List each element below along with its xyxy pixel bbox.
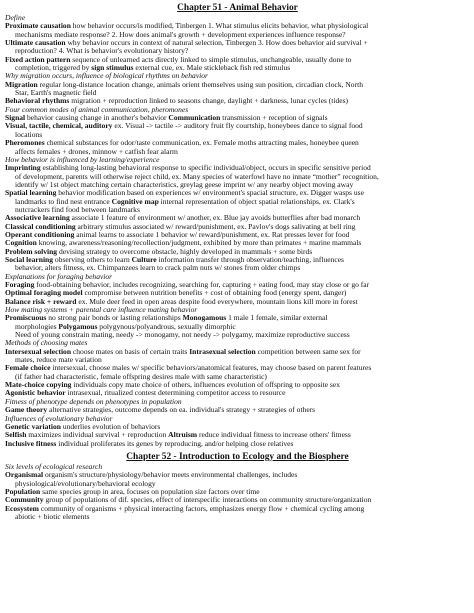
note-text: regular long-distance location change, animals orient themselves using sun position, circadian clock, North [37, 79, 363, 89]
note-text: reproduction? 4. What is behavior's evolutionary history? [15, 46, 189, 56]
term-label: Agonistic behavior [5, 388, 66, 398]
term-label: Promiscuous [5, 313, 47, 323]
subheading-text: Explanations for foraging behavior [5, 271, 113, 281]
term-label: Genetic variation [5, 421, 61, 431]
subheading-text: How mating systems + parental care influence mating behavior [5, 305, 198, 315]
term-label: Mate-choice copying [5, 380, 72, 390]
note-text: alternative strategies, outcome depends on ea. individual's strategy + strategies of others [47, 405, 316, 415]
term-label: Culture [131, 254, 157, 264]
subheading-text: Fitness of phenotype depends on phenotypes in population [5, 396, 182, 406]
term-label: Intrasexual selection [189, 346, 256, 356]
note-text: compromise between nutrition benefits + cost of obtaining food (energy spent, danger) [82, 288, 347, 298]
note-text: behavior modification based on experiences w/ environment's spacial structure, ex. Digger wasps use [56, 188, 364, 198]
subheading-text: Four common modes of animal communication, pheromones [5, 104, 189, 114]
term-label: Inclusive fitness [5, 438, 57, 448]
note-text: associate 1 feature of environment w/ another, ex. Blue jay avoids butterflies after bad monarch [69, 213, 361, 223]
note-text: intersexual, choose males w/ specific behaviors/anatomical features, may choose based on parent features [50, 363, 372, 373]
term-label: Signal [5, 113, 26, 123]
term-label: Migration [5, 79, 38, 89]
note-text: abiotic + biotic elements [15, 511, 90, 521]
note-text: of development, parents will otherwise reject child, ex. Many species of waterfowl have no innate “mother” recognition, [15, 171, 379, 181]
note-text: completion, triggered by [15, 63, 92, 73]
note-text: group of populations of dif. species, effect of interspecific interactions on community structure/organization [43, 495, 372, 505]
term-label: sign stimulus [91, 63, 134, 73]
term-label: Visual, tactile, chemical, auditory [5, 121, 113, 131]
term-label: Ecosystem [5, 503, 39, 513]
note-text: sequence of unlearned acts directly linked to simple stimulus, unchangeable, usually done to [70, 54, 352, 64]
term-label: Fixed action pattern [5, 54, 71, 64]
term-label: Operant conditioning [5, 229, 75, 239]
term-label: Altruism [168, 430, 198, 440]
note-text: arbitrary stimulus associated w/ reward/punishment, ex. Pavlov's dogs salivating at bell ring [75, 221, 356, 231]
term-label: Imprinting [5, 163, 41, 173]
chapter-51-body [5, 14, 470, 448]
note-text: polygynous/polyandrous, sexually dimorphic [97, 321, 236, 331]
note-text: affects females + drones, minnow + catfish fear alarm [15, 146, 178, 156]
term-label: Ultimate causation [5, 38, 66, 48]
note-text: how behavior occurs/is modified, Tinbergen 1. What stimulus elicits behavior, what physiological [70, 21, 369, 31]
note-text: organism's structure/physiology/behavior meets environmental challenges, includes [43, 470, 298, 480]
note-text: food-obtaining behavior, includes recognizing, searching for, capturing + eating food, may stay close or go far [34, 280, 370, 289]
note-text: behavior causing change in another's behavior [25, 113, 169, 123]
note-text: no strong pair bonds or lasting relationships [46, 313, 183, 323]
note-text: reduce individual fitness to increase others' fitness [197, 430, 351, 440]
term-label: Game theory [5, 405, 48, 415]
note-text: ex. Visual -> tactile -> auditory fruit fly courtship, honeybees dance to signal food [112, 121, 363, 131]
note-line [5, 440, 470, 448]
note-text: 1 male 1 female, similar external [226, 313, 328, 323]
note-text: migration + reproduction linked to seasons change, daylight + darkness, lunar cycles (tides) [69, 96, 349, 106]
note-text: competition between same sex for [255, 346, 361, 356]
term-label: Associative learning [5, 213, 70, 223]
note-text: ex. Mule deer feed in open areas despite food everywhere, mountain lions kill more in forest [76, 296, 358, 306]
note-text: establishing long-lasting behavioral response to specific individual/object, occurs in specific sensitive period [40, 163, 371, 173]
subheading-text: Define [5, 13, 26, 22]
note-text: why behavior occurs in context of natural selection, Tinbergen 3. How does behavior aid survival + [65, 38, 368, 48]
term-label: Optimal foraging model [5, 288, 83, 298]
term-label: Social learning [5, 254, 54, 264]
note-text: (if father had characteristic, female offspring desires male with same characteristic) [15, 371, 267, 381]
note-text: transmission + reception of signals [220, 113, 328, 123]
note-text: mechanisms mediate response? 2. How does animal's growth + development experiences influence response? [15, 29, 346, 39]
term-label: Intersexual selection [5, 346, 72, 356]
note-text: individual proliferates its genes by reproducing, and/or helping close relatives [56, 438, 294, 448]
note-text: devising strategy to overcome obstacle, highly developed in mammals + some birds [57, 246, 313, 256]
note-text: identify w/ 1st object matching certain characteristics, greylag geese imprint w/ any nearby object moving away [15, 179, 354, 189]
subheading-text: Why migration occurs, influence of biological rhythms on behavior [5, 71, 208, 81]
note-text: external cue, ex. Male stickleback fish red stimulus [133, 63, 291, 73]
term-label: Organismal [5, 470, 44, 480]
term-label: Female choice [5, 363, 51, 373]
subheading-text: Influences of evolutionary behavior [5, 413, 113, 423]
note-line [5, 122, 470, 130]
term-label: Selfish [5, 430, 27, 440]
note-text: behavior, alters fitness, ex. Chimpanzees learn to crack palm nuts w/ stones from older chimps [15, 263, 301, 273]
note-text: chemical substances for odor/taste communication, ex. Female moths attracting males, honeybee queen [44, 138, 359, 148]
note-text: information transfer through observation/teaching, influences [156, 254, 344, 264]
note-text: animal learns to associate 1 behavior w/ reward/punishment, ex. Rat presses lever for food [74, 229, 350, 239]
note-text: landmarks to find nest entrance [15, 196, 112, 206]
note-text: Star, Earth's magnetic field [15, 88, 97, 98]
term-label: Communication [168, 113, 221, 123]
term-label: Cognition [5, 238, 37, 248]
note-text: Need of young constrain mating, needy -> monogamy, not needy -> polygamy, maximize reproductive success [15, 330, 350, 340]
term-label: Monogamous [182, 313, 227, 323]
note-text: community of organisms + physical interacting factors, emphasizes energy flow + chemical cycling among [38, 503, 365, 513]
note-text: intrasexual, ritualized contest determining competitor access to resource [65, 388, 286, 398]
term-label: Problem solving [5, 246, 58, 256]
term-label: Spatial learning [5, 188, 57, 198]
term-label: Pheromones [5, 138, 45, 148]
note-text: observing others to learn [53, 254, 132, 264]
note-line [5, 513, 470, 521]
note-text: knowing, awareness/reasoning/recollection/judgment, exhibited by more than primates + marine mammals [36, 238, 362, 248]
term-label: Community [5, 495, 44, 505]
subheading-text: Methods of choosing mates [5, 338, 88, 348]
note-text: mates, reduce mate variation [15, 355, 102, 365]
term-label: Behavioral rhythms [5, 96, 70, 106]
subheading-text: Six levels of ecological research [5, 461, 103, 471]
note-text: choose mates on basis of certain traits [71, 346, 190, 356]
term-label: Cognitive map [111, 196, 159, 206]
chapter-52-title: Chapter 52 - Introduction to Ecology and the Biosphere [126, 451, 349, 462]
note-text: underlies evolution of behaviors [60, 421, 161, 431]
term-label: Population [5, 486, 41, 496]
chapter-51-title: Chapter 51 - Animal Behavior [177, 3, 298, 13]
subheading-text: How behavior is influenced by learning/experience [5, 154, 160, 164]
term-label: Polygamous [58, 321, 98, 331]
term-label: Proximate causation [5, 21, 71, 31]
note-text: maximizes individual survival + reproduction [26, 430, 169, 440]
note-text: morphologies [15, 321, 59, 331]
note-text: nutcrackers find food between landmarks [15, 204, 140, 214]
note-text: same species group in area, focuses on population size factors over time [40, 486, 260, 496]
chapter-52-body [5, 463, 470, 521]
term-label: Foraging [5, 280, 35, 289]
note-text: individuals copy mate choice of others, influences evolution of offspring to opposite sex [71, 380, 340, 390]
note-text: locations [15, 129, 43, 139]
term-label: Classical conditioning [5, 221, 76, 231]
note-text: physiological/evolutionary/behavioral ecology [15, 478, 156, 488]
term-label: Balance risk + reward [5, 296, 77, 306]
note-text: internal representation of object spatial relationships, ex. Clark's [158, 196, 355, 206]
